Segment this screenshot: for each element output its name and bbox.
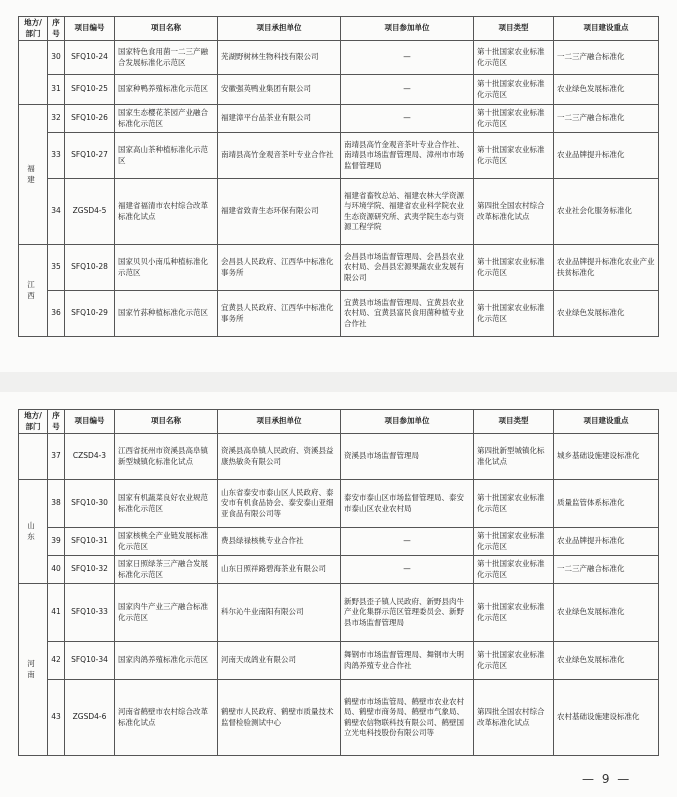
header-focus: 项目建设重点	[554, 17, 659, 41]
header-code: 项目编号	[65, 410, 115, 434]
row-seq: 42	[48, 642, 65, 680]
row-undertaker: 鹤壁市人民政府、鹤壁市质量技术监督检验测试中心	[218, 680, 341, 756]
row-undertaker: 河南天成鸽业有限公司	[218, 642, 341, 680]
row-code: SFQ10-26	[65, 105, 115, 133]
row-name: 江西省抚州市资溪县高阜镇新型城镇化标准化试点	[115, 434, 218, 480]
row-type: 第十批国家农业标准化示范区	[474, 480, 554, 528]
region-cell-henan: 河南	[19, 584, 48, 756]
table-row	[19, 105, 659, 133]
row-seq: 32	[48, 105, 65, 133]
row-name: 国家肉鸽养殖标准化示范区	[115, 642, 218, 680]
table-row	[19, 75, 659, 105]
row-type: 第四批新型城镇化标准化试点	[474, 434, 554, 480]
row-type: 第十批国家农业标准化示范区	[474, 291, 554, 337]
row-focus: 农业绿色发展标准化	[554, 584, 659, 642]
row-code: SFQ10-31	[65, 528, 115, 556]
row-code: SFQ10-25	[65, 75, 115, 105]
row-participant: 舞钢市市场监督管理局、舞钢市大明肉鸽养殖专业合作社	[341, 642, 474, 680]
table-row	[19, 584, 659, 642]
row-name: 河南省鹤壁市农村综合改革标准化试点	[115, 680, 218, 756]
row-name: 国家特色食用菌一二三产融合发展标准化示范区	[115, 41, 218, 75]
row-participant: 宜黄县市场监督管理局、宜黄县农业农村局、宜黄县富民食用菌种植专业合作社	[341, 291, 474, 337]
row-focus: 农村基础设施建设标准化	[554, 680, 659, 756]
row-code: CZSD4-3	[65, 434, 115, 480]
row-seq: 35	[48, 245, 65, 291]
row-participant: 资溪县市场监督管理局	[341, 434, 474, 480]
row-focus: 农业绿色发展标准化	[554, 291, 659, 337]
row-type: 第四批全国农村综合改革标准化试点	[474, 179, 554, 245]
row-name: 国家日照绿茶三产融合发展标准化示范区	[115, 556, 218, 584]
row-participant: 会昌县市场监督管理局、会昌县农业农村局、会昌县宏源果蔬农业发展有限公司	[341, 245, 474, 291]
row-seq: 31	[48, 75, 65, 105]
row-undertaker: 山东日照祥路碧海茶业有限公司	[218, 556, 341, 584]
header-name: 项目名称	[115, 17, 218, 41]
row-focus: 一二三产融合标准化	[554, 41, 659, 75]
row-undertaker: 会昌县人民政府、江西华中标准化事务所	[218, 245, 341, 291]
region-cell-anhui	[19, 41, 48, 105]
table-row	[19, 434, 659, 480]
row-participant: —	[341, 75, 474, 105]
row-code: SFQ10-24	[65, 41, 115, 75]
row-seq: 40	[48, 556, 65, 584]
row-undertaker: 安徽强英鸭业集团有限公司	[218, 75, 341, 105]
row-participant: 鹤壁市市场监管局、鹤壁市农业农村局、鹤壁市商务局、鹤壁市气象局、鹤壁农信物联科技有限公司、鹤壁国立光电科技股份有限公司等	[341, 680, 474, 756]
row-undertaker: 资溪县高阜镇人民政府、资溪县益康热敏灸有限公司	[218, 434, 341, 480]
project-table-page-9	[18, 409, 659, 756]
table-header-row	[19, 17, 659, 41]
row-code: SFQ10-28	[65, 245, 115, 291]
row-focus: 一二三产融合标准化	[554, 556, 659, 584]
row-seq: 37	[48, 434, 65, 480]
row-undertaker: 宜黄县人民政府、江西华中标准化事务所	[218, 291, 341, 337]
header-focus: 项目建设重点	[554, 410, 659, 434]
row-undertaker: 费县绿禄核桃专业合作社	[218, 528, 341, 556]
row-focus: 农业社会化服务标准化	[554, 179, 659, 245]
row-type: 第十批国家农业标准化示范区	[474, 245, 554, 291]
row-name: 国家贝贝小南瓜种植标准化示范区	[115, 245, 218, 291]
header-participant: 项目参加单位	[341, 410, 474, 434]
region-cell-fujian: 福建	[19, 105, 48, 245]
row-seq: 39	[48, 528, 65, 556]
row-type: 第十批国家农业标准化示范区	[474, 556, 554, 584]
row-participant: —	[341, 41, 474, 75]
row-name: 国家高山茶种植标准化示范区	[115, 133, 218, 179]
row-type: 第四批全国农村综合改革标准化试点	[474, 680, 554, 756]
row-name: 国家肉牛产业三产融合标准化示范区	[115, 584, 218, 642]
row-name: 国家有机蔬菜良好农业规范标准化示范区	[115, 480, 218, 528]
row-undertaker: 福建省致青生态环保有限公司	[218, 179, 341, 245]
row-focus: 一二三产融合标准化	[554, 105, 659, 133]
row-focus: 农业品牌提升标准化农业产业扶贫标准化	[554, 245, 659, 291]
row-seq: 30	[48, 41, 65, 75]
region-cell-jiangxi-cont	[19, 434, 48, 480]
header-seq: 序号	[48, 410, 65, 434]
row-participant: 泰安市泰山区市场监督管理局、泰安市泰山区农业农村局	[341, 480, 474, 528]
table-row	[19, 528, 659, 556]
row-focus: 城乡基础设施建设标准化	[554, 434, 659, 480]
table-row	[19, 642, 659, 680]
page-number-9: — 9 —	[582, 772, 632, 786]
row-undertaker: 科尔沁牛业南阳有限公司	[218, 584, 341, 642]
row-type: 第十批国家农业标准化示范区	[474, 528, 554, 556]
row-participant: 新野县歪子镇人民政府、新野县肉牛产业化集群示范区管理委员会、新野县市场监督管理局	[341, 584, 474, 642]
row-type: 第十批国家农业标准化示范区	[474, 584, 554, 642]
row-seq: 34	[48, 179, 65, 245]
row-focus: 农业绿色发展标准化	[554, 75, 659, 105]
row-type: 第十批国家农业标准化示范区	[474, 133, 554, 179]
document-page-9	[0, 392, 677, 797]
row-type: 第十批国家农业标准化示范区	[474, 41, 554, 75]
row-name: 国家核桃全产业链发展标准化示范区	[115, 528, 218, 556]
row-type: 第十批国家农业标准化示范区	[474, 75, 554, 105]
row-seq: 33	[48, 133, 65, 179]
row-participant: 福建省畜牧总站、福建农林大学资源与环境学院、福建省农业科学院农业生态资源研究所、武夷学院生态与资源工程学院	[341, 179, 474, 245]
row-type: 第十批国家农业标准化示范区	[474, 642, 554, 680]
table-row	[19, 133, 659, 179]
region-cell-jiangxi: 江西	[19, 245, 48, 337]
project-table-page-8	[18, 16, 659, 337]
row-seq: 38	[48, 480, 65, 528]
row-undertaker: 福建漳平台品茶业有限公司	[218, 105, 341, 133]
row-focus: 农业绿色发展标准化	[554, 642, 659, 680]
region-cell-shandong: 山东	[19, 480, 48, 584]
row-code: SFQ10-30	[65, 480, 115, 528]
row-code: ZGSD4-6	[65, 680, 115, 756]
page-gap	[0, 372, 677, 392]
row-seq: 43	[48, 680, 65, 756]
row-seq: 41	[48, 584, 65, 642]
row-code: ZGSD4-5	[65, 179, 115, 245]
header-name: 项目名称	[115, 410, 218, 434]
table-row	[19, 680, 659, 756]
header-type: 项目类型	[474, 17, 554, 41]
row-name: 国家竹荪种植标准化示范区	[115, 291, 218, 337]
table-row	[19, 480, 659, 528]
header-participant: 项目参加单位	[341, 17, 474, 41]
header-undertaker: 项目承担单位	[218, 410, 341, 434]
row-name: 福建省福清市农村综合改革标准化试点	[115, 179, 218, 245]
row-name: 国家生态樱花茶园产业融合标准化示范区	[115, 105, 218, 133]
table-row	[19, 556, 659, 584]
document-page-8	[0, 0, 677, 372]
row-code: SFQ10-33	[65, 584, 115, 642]
header-undertaker: 项目承担单位	[218, 17, 341, 41]
row-code: SFQ10-27	[65, 133, 115, 179]
table-row	[19, 41, 659, 75]
row-type: 第十批国家农业标准化示范区	[474, 105, 554, 133]
row-focus: 农业品牌提升标准化	[554, 133, 659, 179]
row-focus: 质量监管体系标准化	[554, 480, 659, 528]
row-code: SFQ10-32	[65, 556, 115, 584]
row-participant: —	[341, 105, 474, 133]
header-code: 项目编号	[65, 17, 115, 41]
header-type: 项目类型	[474, 410, 554, 434]
header-region: 地方/部门	[19, 410, 48, 434]
table-row	[19, 291, 659, 337]
table-header-row	[19, 410, 659, 434]
table-row	[19, 179, 659, 245]
row-code: SFQ10-34	[65, 642, 115, 680]
row-undertaker: 山东省泰安市泰山区人民政府、泰安市有机食品协会、泰安泰山亚细亚食品有限公司等	[218, 480, 341, 528]
table-row	[19, 245, 659, 291]
row-name: 国家种鸭养殖标准化示范区	[115, 75, 218, 105]
row-participant: 南靖县高竹金观音茶叶专业合作社、南靖县市场监督管理局、漳州市市场监督管理局	[341, 133, 474, 179]
row-participant: —	[341, 556, 474, 584]
header-region: 地方/部门	[19, 17, 48, 41]
row-undertaker: 芜湖野树林生物科技有限公司	[218, 41, 341, 75]
row-focus: 农业品牌提升标准化	[554, 528, 659, 556]
row-seq: 36	[48, 291, 65, 337]
row-participant: —	[341, 528, 474, 556]
row-undertaker: 南靖县高竹金观音茶叶专业合作社	[218, 133, 341, 179]
row-code: SFQ10-29	[65, 291, 115, 337]
header-seq: 序号	[48, 17, 65, 41]
